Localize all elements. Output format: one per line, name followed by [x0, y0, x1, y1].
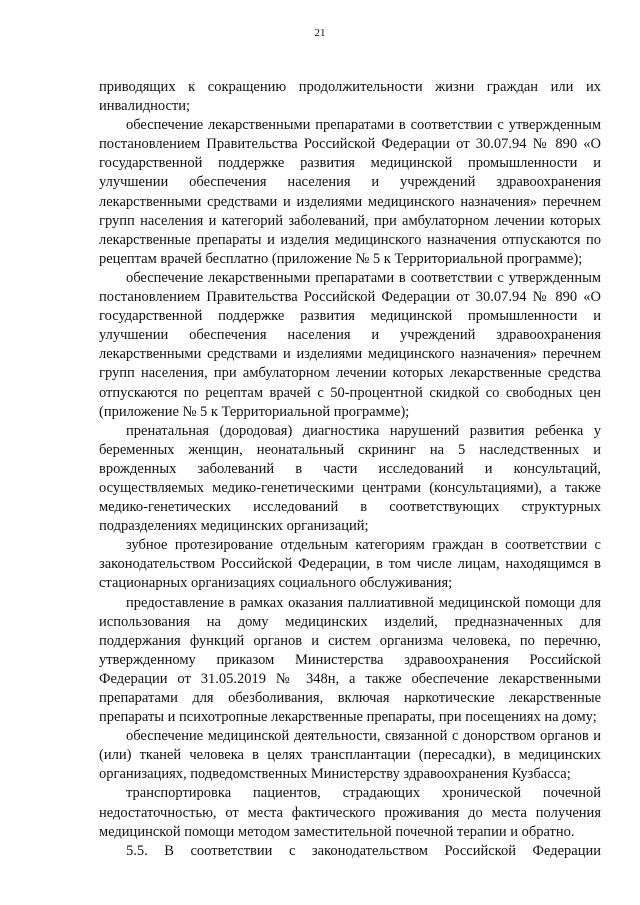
paragraph-continuation: приводящих к сокращению продолжительности жизни граждан или их инвалидности;	[99, 79, 601, 115]
paragraph-drug-provision-free: обеспечение лекарственными препаратами в соответствии с утвержденным постановлением Правительства Российской Федерации от 30.07.94 № 890 «О государственной поддержке развития медицинской промышленности и улучшении обеспечения населения и учреждений здравоохранения лекарственными средствами и изделиями медицинского назначения» перечнем групп населения и категорий заболеваний, при амбулаторном лечении которых лекарственные препараты и изделия медицинского назначения отпускаются по рецептам врачей бесплатно (приложение № 5 к Территориальной программе);	[99, 117, 601, 267]
page-number: 21	[314, 27, 326, 39]
paragraph-palliative-care: предоставление в рамках оказания паллиативной медицинской помощи для использования на дому медицинских изделий, предназначенных для поддержания функций органов и систем организма человека, по перечню, утвержденному приказом Министерства здравоохранения Российской Федерации от 31.05.2019 № 348н, а также обеспечение лекарственными препаратами для обезболивания, включая наркотические лекарственные препараты и психотропные лекарственные препараты, при посещениях на дому;	[99, 594, 601, 726]
paragraph-patient-transport: транспортировка пациентов, страдающих хронической почечной недостаточностью, от места фактического проживания до места получения медицинской помощи методом заместительной почечной терапии и обратно.	[99, 785, 601, 840]
paragraph-prenatal-diagnostics: пренатальная (дородовая) диагностика нарушений развития ребенка у беременных женщин, неонатальный скрининг на 5 наследственных и врожденных заболеваний в части исследований и консультаций, осуществляемых медико-генетическими центрами (консультациями), а также медико-генетических исследований в соответствующих структурных подразделениях медицинских организаций;	[99, 422, 601, 535]
paragraph-drug-provision-discount: обеспечение лекарственными препаратами в соответствии с утвержденным постановлением Правительства Российской Федерации от 30.07.94 № 890 «О государственной поддержке развития медицинской промышленности и улучшении обеспечения населения и учреждений здравоохранения лекарственными средствами и изделиями медицинского назначения» перечнем групп населения, при амбулаторном лечении которых лекарственные средства отпускаются по рецептам врачей с 50-процентной скидкой со свободных цен (приложение № 5 к Территориальной программе);	[99, 269, 601, 420]
paragraph-section-5-5: 5.5. В соответствии с законодательством Российской Федерации	[126, 842, 601, 859]
document-body	[99, 78, 601, 861]
paragraph-dental-prosthetics: зубное протезирование отдельным категориям граждан в соответствии с законодательством Российской Федерации, в том числе лицам, находящимся в стационарных организациях социального обслуживания;	[99, 537, 601, 592]
paragraph-organ-donation: обеспечение медицинской деятельности, связанной с донорством органов и (или) тканей человека в целях трансплантации (пересадки), в медицинских организациях, подведомственных Министерству здравоохранения Кузбасса;	[99, 728, 601, 783]
